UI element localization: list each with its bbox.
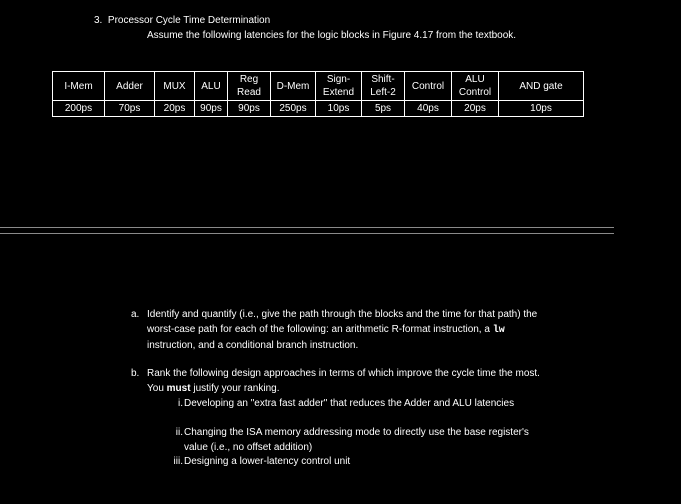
header-and-gate: AND gate xyxy=(499,72,584,101)
latency-value-row xyxy=(53,101,584,117)
header-alu: ALU xyxy=(195,72,228,101)
value-alu: 90ps xyxy=(195,101,228,117)
question-heading xyxy=(94,14,270,27)
value-adder: 70ps xyxy=(105,101,155,117)
lw-code: lw xyxy=(492,325,505,336)
header-imem: I-Mem xyxy=(53,72,105,101)
latency-table xyxy=(52,71,584,117)
value-and-gate: 10ps xyxy=(499,101,584,117)
part-a-text: Identify and quantify (i.e., give the path through the blocks and the time for that path) the worst-case path for each of the following: an arithmetic R-format instruction, a lw instruction, and a conditional branch instruction. xyxy=(147,309,538,351)
must-emphasis: must xyxy=(166,383,191,394)
item-2-text: Changing the ISA memory addressing mode to directly use the base register's value (i.e., no offset addition) xyxy=(184,427,529,453)
value-sign-extend: 10ps xyxy=(316,101,362,117)
question-intro: Assume the following latencies for the logic blocks in Figure 4.17 from the textbook. xyxy=(147,30,517,41)
latency-header-row xyxy=(53,72,584,101)
header-control: Control xyxy=(405,72,452,101)
item-2-marker: ii. xyxy=(175,427,183,438)
part-b-item-1 xyxy=(163,396,543,411)
header-sign-extend: Sign- Extend xyxy=(316,72,362,101)
value-imem: 200ps xyxy=(53,101,105,117)
header-shift-left-2: Shift- Left-2 xyxy=(362,72,405,101)
part-b xyxy=(131,366,551,396)
value-dmem: 250ps xyxy=(271,101,316,117)
part-a xyxy=(131,307,551,353)
part-b-item-3 xyxy=(163,454,543,469)
header-dmem: D-Mem xyxy=(271,72,316,101)
value-reg-read: 90ps xyxy=(228,101,271,117)
part-b-text: Rank the following design approaches in terms of which improve the cycle time the most. You must justify your ranking. xyxy=(147,368,540,394)
header-alu-control: ALU Control xyxy=(452,72,499,101)
header-mux: MUX xyxy=(155,72,195,101)
value-shift-left-2: 5ps xyxy=(362,101,405,117)
part-b-item-2 xyxy=(163,425,543,455)
divider-bottom xyxy=(0,233,614,234)
value-alu-control: 20ps xyxy=(452,101,499,117)
item-1-text: Developing an "extra fast adder" that reduces the Adder and ALU latencies xyxy=(184,398,515,409)
question-title: Processor Cycle Time Determination xyxy=(107,15,271,26)
item-1-marker: i. xyxy=(178,398,183,409)
part-a-marker: a. xyxy=(131,309,140,320)
item-3-text: Designing a lower-latency control unit xyxy=(184,456,351,467)
question-number: 3. xyxy=(94,15,103,26)
header-adder: Adder xyxy=(105,72,155,101)
value-control: 40ps xyxy=(405,101,452,117)
divider-top xyxy=(0,227,614,228)
item-3-marker: iii. xyxy=(173,456,183,467)
part-b-marker: b. xyxy=(131,368,140,379)
value-mux: 20ps xyxy=(155,101,195,117)
header-reg-read: Reg Read xyxy=(228,72,271,101)
